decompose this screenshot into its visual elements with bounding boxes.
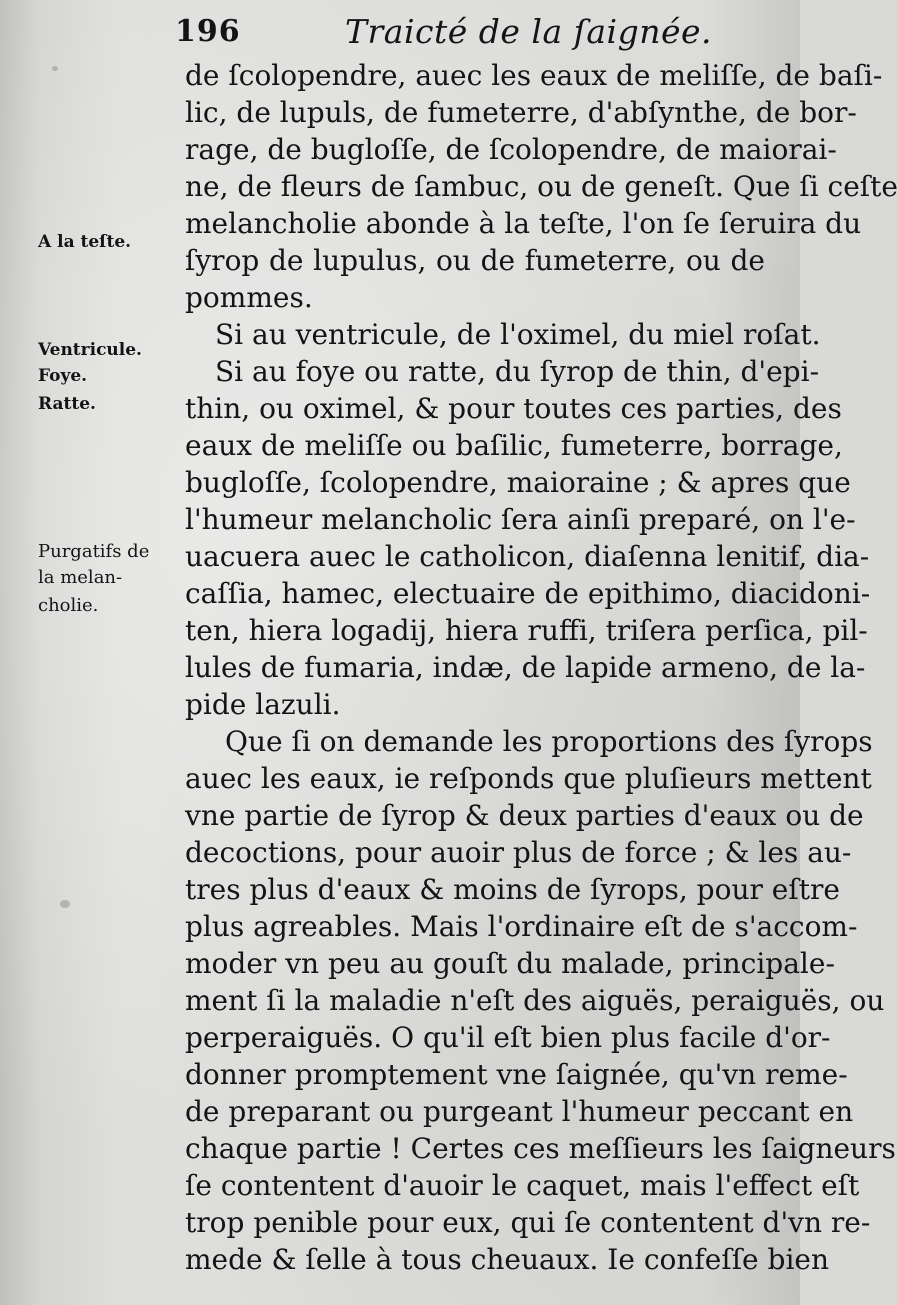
text-line: melancholie abonde à la teſte, l'on ſe ſeruira du — [185, 207, 862, 240]
text-line: eaux de meliſſe ou baſilic, fumeterre, borrage, — [185, 429, 843, 462]
margin-note: Ventricule. — [38, 340, 142, 360]
text-line: Si au foye ou ratte, du ſyrop de thin, d'epi- — [215, 355, 820, 388]
text-line: ment ſi la maladie n'eſt des aiguës, peraiguës, ou — [185, 984, 885, 1017]
text-line: thin, ou oximel, & pour toutes ces parties, des — [185, 392, 842, 425]
text-line: l'humeur melancholic ſera ainſi preparé, on l'e- — [185, 503, 856, 536]
margin-note: la melan- — [38, 567, 123, 588]
margin-note: cholie. — [38, 595, 99, 616]
ink-smudge — [52, 66, 58, 71]
text-line: mede & ſelle à tous cheuaux. Ie confeſſe bien — [185, 1243, 830, 1276]
text-line: decoctions, pour auoir plus de force ; & les au- — [185, 836, 852, 869]
text-line: bugloſſe, ſcolopendre, maioraine ; & apres que — [185, 466, 851, 499]
text-line: trop penible pour eux, qui ſe contentent d'vn re- — [185, 1206, 871, 1239]
margin-note: Foye. — [38, 366, 88, 386]
text-line: tres plus d'eaux & moins de ſyrops, pour eſtre — [185, 873, 840, 906]
text-line: moder vn peu au gouſt du malade, principale- — [185, 947, 835, 980]
text-line: lules de fumaria, indæ, de lapide armeno, de la- — [185, 651, 866, 684]
margin-note: Ratte. — [38, 394, 96, 414]
text-line: ten, hiera logadij, hiera ruffi, triſera perſica, pil- — [185, 614, 868, 647]
margin-note: A la teſte. — [38, 232, 132, 252]
text-line: lic, de lupuls, de fumeterre, d'abſynthe, de bor- — [185, 96, 857, 129]
text-line: pide lazuli. — [185, 688, 341, 721]
text-line: Que ſi on demande les proportions des ſyrops — [225, 725, 873, 758]
text-line: Si au ventricule, de l'oximel, du miel roſat. — [215, 318, 821, 351]
text-line: de preparant ou purgeant l'humeur peccant en — [185, 1095, 854, 1128]
text-line: de ſcolopendre, auec les eaux de meliſſe, de baſi- — [185, 59, 883, 92]
running-title: Traicté de la ſaignée. — [345, 12, 713, 51]
text-line: caſſia, hamec, electuaire de epithimo, diacidoni- — [185, 577, 871, 610]
text-line: ne, de fleurs de ſambuc, ou de geneſt. Que ſi ceſte — [185, 170, 898, 203]
text-line: pommes. — [185, 281, 313, 314]
text-line: rage, de bugloſſe, de ſcolopendre, de maiorai- — [185, 133, 837, 166]
page-header — [175, 8, 775, 56]
text-line: auec les eaux, ie reſponds que pluſieurs mettent — [185, 762, 872, 795]
text-line: vne partie de ſyrop & deux parties d'eaux ou de — [185, 799, 864, 832]
text-line: chaque partie ! Certes ces meſſieurs les ſaigneurs — [185, 1132, 896, 1165]
text-line: uacuera auec le catholicon, diaſenna lenitif, dia- — [185, 540, 870, 573]
text-line: donner promptement vne ſaignée, qu'vn reme- — [185, 1058, 848, 1091]
page-number: 196 — [175, 14, 241, 49]
text-line: plus agreables. Mais l'ordinaire eſt de s'accom- — [185, 910, 858, 943]
text-line: ſe contentent d'auoir le caquet, mais l'effect eſt — [185, 1169, 860, 1202]
margin-note: Purgatifs de — [38, 541, 150, 562]
ink-smudge — [60, 900, 70, 908]
text-line: ſyrop de lupulus, ou de fumeterre, ou de — [185, 244, 765, 277]
text-line: perperaiguës. O qu'il eſt bien plus facile d'or- — [185, 1021, 831, 1054]
